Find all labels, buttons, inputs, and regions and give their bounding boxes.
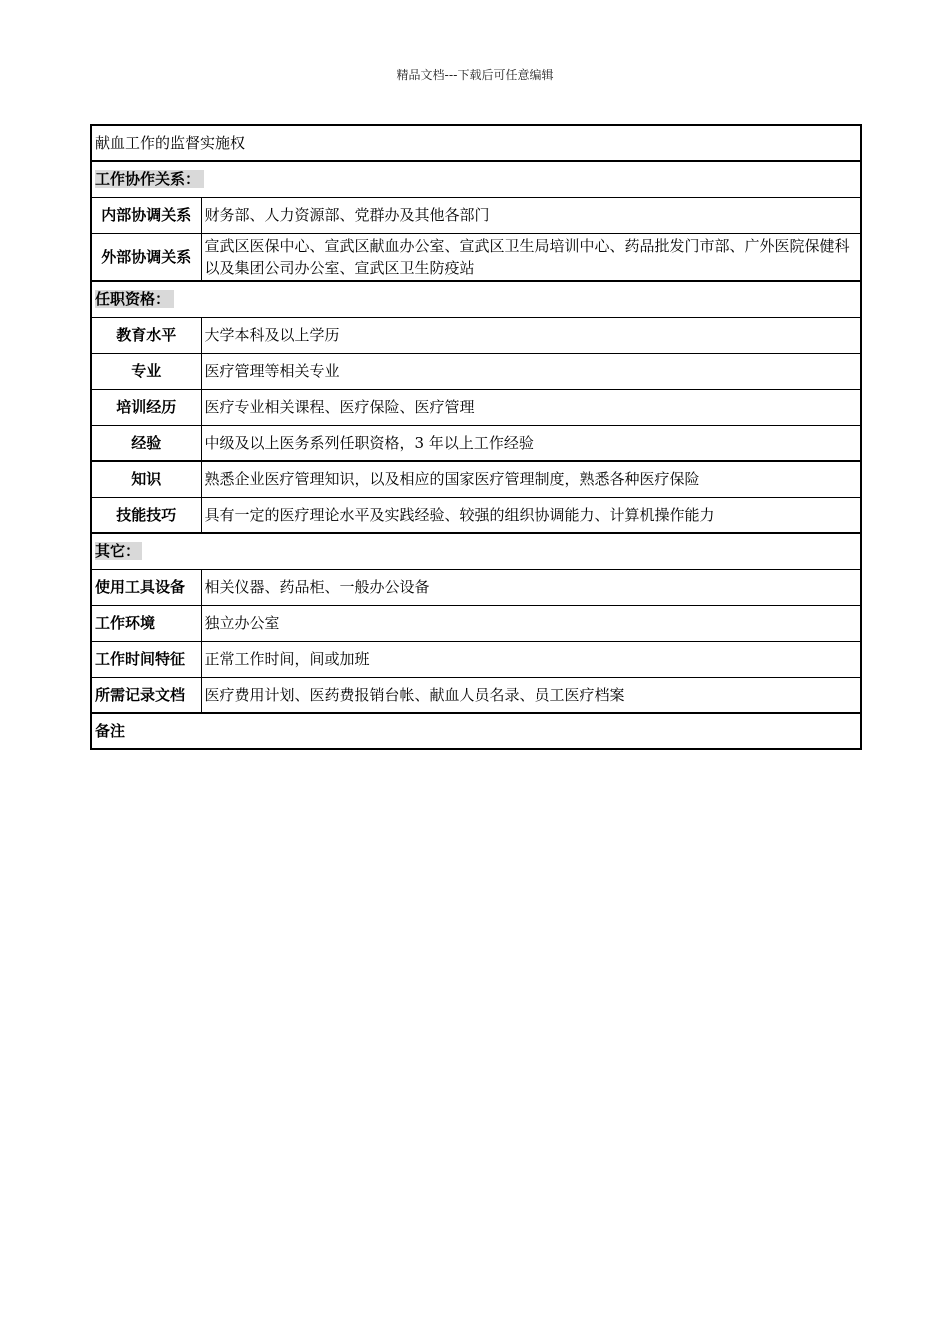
training-value: 医疗专业相关课程、医疗保险、医疗管理 (201, 389, 861, 425)
environment-label: 工作环境 (91, 605, 201, 641)
major-value: 医疗管理等相关专业 (201, 353, 861, 389)
external-coordination-label: 外部协调关系 (91, 233, 201, 281)
records-value: 医疗费用计划、医药费报销台帐、献血人员名录、员工医疗档案 (201, 677, 861, 713)
internal-coordination-value: 财务部、人力资源部、党群办及其他各部门 (201, 197, 861, 233)
experience-label: 经验 (91, 425, 201, 461)
cooperation-section-title: 工作协作关系： (95, 170, 204, 188)
skills-label: 技能技巧 (91, 497, 201, 533)
table-row (91, 569, 861, 605)
notes-label: 备注 (95, 722, 126, 740)
records-label: 所需记录文档 (91, 677, 201, 713)
qualifications-section-row (91, 281, 861, 317)
job-description-table (90, 124, 862, 750)
notes-row (91, 713, 861, 749)
tools-label: 使用工具设备 (91, 569, 201, 605)
table-row (91, 641, 861, 677)
major-label: 专业 (91, 353, 201, 389)
page-header: 精品文档---下载后可任意编辑 (396, 68, 554, 82)
table-row (91, 605, 861, 641)
table-row (91, 389, 861, 425)
authority-text: 献血工作的监督实施权 (91, 125, 861, 161)
table-row (91, 233, 861, 281)
internal-coordination-label: 内部协调关系 (91, 197, 201, 233)
table-row (91, 497, 861, 533)
skills-value: 具有一定的医疗理论水平及实践经验、较强的组织协调能力、计算机操作能力 (201, 497, 861, 533)
table-row (91, 197, 861, 233)
authority-row (91, 125, 861, 161)
table-row (91, 353, 861, 389)
tools-value: 相关仪器、药品柜、一般办公设备 (201, 569, 861, 605)
knowledge-value: 熟悉企业医疗管理知识，以及相应的国家医疗管理制度，熟悉各种医疗保险 (201, 461, 861, 497)
environment-value: 独立办公室 (201, 605, 861, 641)
external-coordination-value: 宣武区医保中心、宣武区献血办公室、宣武区卫生局培训中心、药品批发门市部、广外医院保健科以及集团公司办公室、宣武区卫生防疫站 (201, 233, 861, 281)
experience-value: 中级及以上医务系列任职资格，3 年以上工作经验 (201, 425, 861, 461)
other-section-row (91, 533, 861, 569)
education-value: 大学本科及以上学历 (201, 317, 861, 353)
work-time-value: 正常工作时间，间或加班 (201, 641, 861, 677)
other-section-title: 其它： (95, 542, 141, 561)
knowledge-label: 知识 (91, 461, 201, 497)
training-label: 培训经历 (91, 389, 201, 425)
cooperation-section-row (91, 161, 861, 197)
table-row (91, 461, 861, 497)
table-row (91, 677, 861, 713)
table-row (91, 317, 861, 353)
work-time-label: 工作时间特征 (91, 641, 201, 677)
table-row (91, 425, 861, 461)
education-label: 教育水平 (91, 317, 201, 353)
qualifications-section-title: 任职资格： (95, 290, 174, 308)
